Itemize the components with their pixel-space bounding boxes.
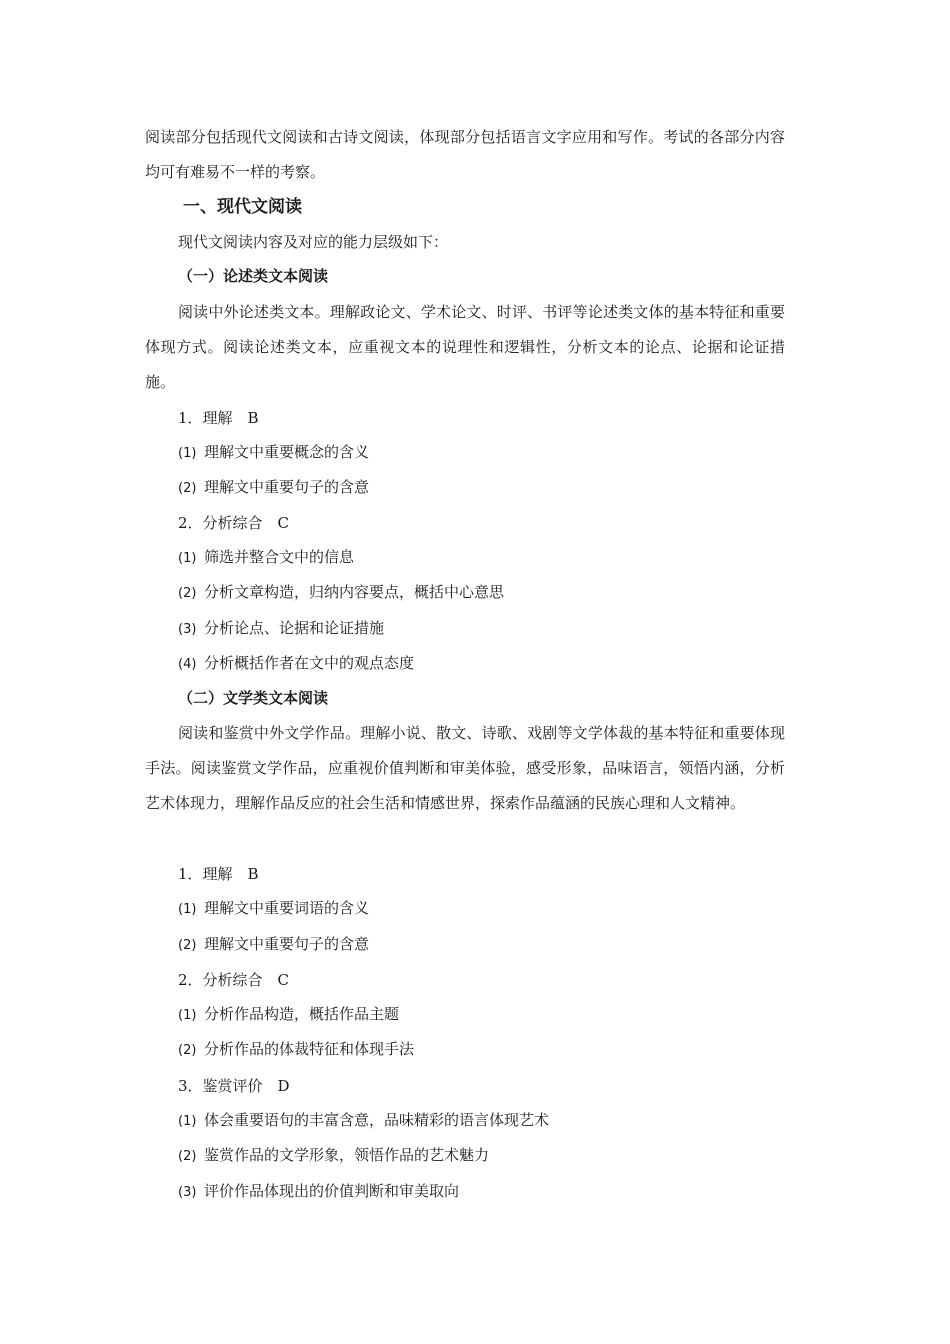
section-lead: 现代文阅读内容及对应的能力层级如下：: [178, 233, 449, 251]
list-item: (4) 分析概括作者在文中的观点态度: [178, 654, 415, 672]
subsection-heading-literary: （二）文学类文本阅读: [178, 689, 329, 707]
list-item: (1) 筛选并整合文中的信息: [178, 548, 355, 566]
section-heading-modern-reading: 一、现代文阅读: [183, 197, 302, 217]
list-item: (1) 理解文中重要概念的含义: [178, 443, 370, 461]
list-item: (1) 分析作品构造，概括作品主题: [178, 1005, 400, 1023]
list-item: (2) 理解文中重要句子的含意: [178, 935, 370, 953]
subsection-paragraph-literary: 阅读和鉴赏中外文学作品。理解小说、散文、诗歌、戏剧等文学体裁的基本特征和重要体现手法。阅读鉴赏文学作品，应重视价值判断和审美体验，感受形象，品味语言，领悟内涵，分析艺术体现力，理解作品反应的社会生活和情感世界，探索作品蕴涵的民族心理和人文精神。: [145, 724, 785, 812]
level-title: 1．理解 B: [178, 865, 259, 883]
level-title: 1．理解 B: [178, 409, 259, 427]
list-item: (2) 分析作品的体裁特征和体现手法: [178, 1040, 415, 1058]
list-item: (2) 鉴赏作品的文学形象，领悟作品的艺术魅力: [178, 1146, 490, 1164]
level-title: 2．分析综合 C: [178, 971, 290, 989]
list-item: (3) 评价作品体现出的价值判断和审美取向: [178, 1182, 460, 1200]
level-title: 3．鉴赏评价 D: [178, 1077, 290, 1095]
subsection-heading-argumentative: （一）论述类文本阅读: [178, 267, 329, 285]
level-title: 2．分析综合 C: [178, 514, 290, 532]
list-item: (1) 体会重要语句的丰富含意，品味精彩的语言体现艺术: [178, 1111, 550, 1129]
list-item: (3) 分析论点、论据和论证措施: [178, 619, 385, 637]
intro-paragraph: 阅读部分包括现代文阅读和古诗文阅读，体现部分包括语言文字应用和写作。考试的各部分内容均可有难易不一样的考察。: [145, 128, 785, 181]
list-item: (2) 分析文章构造，归纳内容要点，概括中心意思: [178, 583, 505, 601]
list-item: (1) 理解文中重要词语的含义: [178, 899, 370, 917]
subsection-paragraph-argumentative: 阅读中外论述类文本。理解政论文、学术论文、时评、书评等论述类文体的基本特征和重要体现方式。阅读论述类文本，应重视文本的说理性和逻辑性，分析文本的论点、论据和论证措施。: [145, 303, 785, 391]
list-item: (2) 理解文中重要句子的含意: [178, 478, 370, 496]
